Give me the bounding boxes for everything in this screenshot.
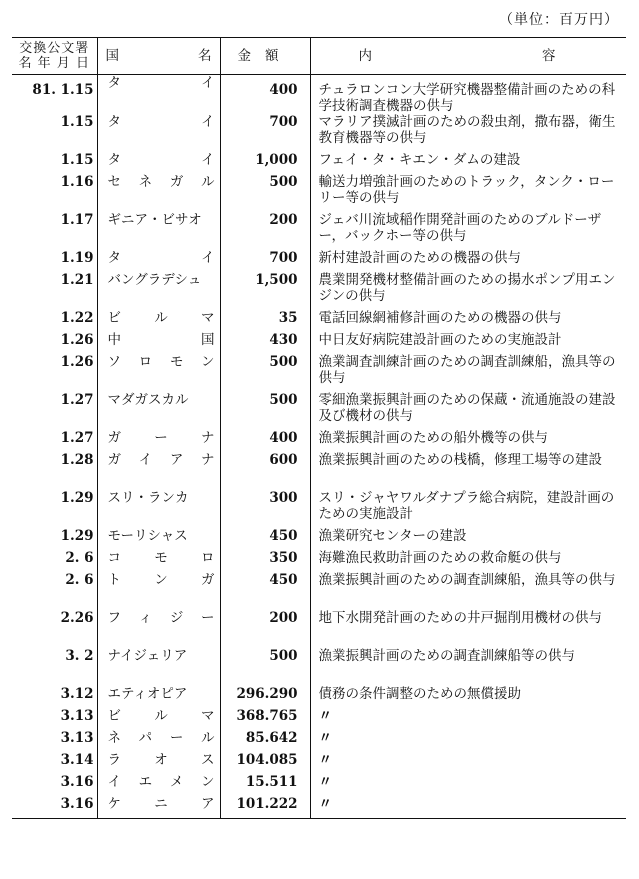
cell-country [97,752,220,774]
cell-country [97,686,220,708]
country-name: ガ イ ア ナ [107,452,215,468]
unit-label: （単位：百万円） [499,12,619,28]
table-row [12,774,626,796]
cell-description: 輸送力増強計画のためのトラック，タンク・ローリー等の供与 [318,174,615,206]
cell-description: 〃 [318,730,332,746]
cell-amount: 1,500 [220,272,310,310]
cell-description: 〃 [318,774,332,790]
cell-country [97,354,220,392]
cell-date: 81. 1.15 [12,75,97,115]
cell-description: チュラロンコン大学研究機器整備計画のための科学技術調査機器の供与 [318,82,616,114]
country-name: ソ ロ モ ン [107,354,215,370]
cell-date: 2. 6 [12,550,97,572]
cell-amount: 500 [220,392,310,430]
country-name: ビ ル マ [107,310,215,326]
header-desc-left: 内 [358,48,372,64]
cell-description: 農業開発機材整備計画のための揚水ポンプ用エンジンの供与 [318,272,616,304]
cell-amount: 450 [220,572,310,610]
cell-country [97,152,220,174]
cell-amount: 450 [220,528,310,550]
cell-amount: 500 [220,648,310,686]
cell-date: 1.22 [12,310,97,332]
cell-amount: 101.222 [220,796,310,818]
table-row [12,796,626,818]
header-desc-right: 容 [542,48,556,64]
country-name: イ エ メ ン [107,774,215,790]
cell-amount: 350 [220,550,310,572]
table-row [12,490,626,528]
country-name: ラ オ ス [107,752,215,768]
cell-amount: 500 [220,174,310,212]
table-body [12,75,626,819]
cell-country [97,528,220,550]
cell-description: 電話回線網補修計画のための機器の供与 [318,310,562,326]
table-row [12,730,626,752]
cell-date: 2.26 [12,610,97,648]
cell-country [97,114,220,152]
cell-country [97,610,220,648]
cell-amount: 600 [220,452,310,490]
cell-amount: 300 [220,490,310,528]
country-name: ガ ー ナ [107,430,215,446]
table-row [12,212,626,250]
country-name: セ ネ ガ ル [107,174,215,190]
table-row [12,708,626,730]
cell-description: 漁業調査訓練計画のための調査訓練船，漁具等の供与 [318,354,616,386]
country-name: ケ ニ ア [107,796,215,812]
cell-date: 1.29 [12,490,97,528]
cell-country [97,796,220,818]
table-row [12,114,626,152]
cell-description: 〃 [310,796,626,818]
cell-description: フェイ・タ・キエン・ダムの建設 [318,152,521,168]
cell-description: 漁業研究センターの建設 [318,528,467,544]
cell-date: 1.26 [12,332,97,354]
table-row [12,310,626,332]
header-date-line2: 名 年 月 日 [18,56,90,71]
header-description [310,38,626,75]
cell-country [97,212,220,250]
country-name: エティオピア [107,686,188,702]
cell-date: 3.16 [12,774,97,796]
table-row [12,572,626,610]
country-name: ト ン ガ [107,572,215,588]
country-name: マダガスカル [107,392,189,408]
cell-date: 1.16 [12,174,97,212]
cell-date: 3.13 [12,730,97,752]
country-name: タ イ [107,75,215,91]
cell-country [97,730,220,752]
cell-date: 2. 6 [12,572,97,610]
cell-date: 3.14 [12,752,97,774]
cell-amount: 430 [220,332,310,354]
cell-amount: 200 [220,610,310,648]
country-name: ナイジェリア [107,648,188,664]
cell-description: スリ・ジャヤワルダナプラ総合病院，建設計画のための実施設計 [318,490,615,522]
table-row [12,354,626,392]
table-row [12,648,626,686]
country-name: ギニア・ビサオ [107,212,202,228]
country-name: スリ・ランカ [107,490,189,506]
cell-date: 3.12 [12,686,97,708]
cell-date: 1.29 [12,528,97,550]
table-row [12,528,626,550]
country-name: タ イ [107,152,215,168]
cell-country [97,774,220,796]
cell-country [97,310,220,332]
table-row [12,152,626,174]
header-exchange-date [12,38,97,75]
table-row [12,452,626,490]
cell-description: 海難漁民救助計画のための救命艇の供与 [318,550,562,566]
header-country-left: 国 [105,48,119,64]
cell-country [97,250,220,272]
cell-country [97,708,220,730]
cell-amount: 104.085 [220,752,310,774]
cell-description: 債務の条件調整のための無償援助 [318,686,521,702]
cell-amount: 296.290 [220,686,310,708]
cell-description: 漁業振興計画のための調査訓練船等の供与 [318,648,575,664]
country-name: バングラデシュ [107,272,202,288]
table-row [12,686,626,708]
cell-description: 〃 [318,708,332,724]
cell-country [97,430,220,452]
table-row [12,392,626,430]
table-row [12,174,626,212]
cell-date: 1.27 [12,430,97,452]
header-country-right: 名 [198,48,212,64]
cell-date: 1.28 [12,452,97,490]
table-row [12,752,626,774]
cell-date: 1.27 [12,392,97,430]
cell-date: 1.15 [12,152,97,174]
country-name: コ モ ロ [107,550,215,566]
table-header [12,38,626,75]
cell-date: 1.26 [12,354,97,392]
cell-amount: 368.765 [220,708,310,730]
cell-country [97,452,220,490]
cell-amount: 1,000 [220,152,310,174]
cell-country [97,648,220,686]
cell-date: 1.21 [12,272,97,310]
cell-amount: 15.511 [220,774,310,796]
cell-amount: 200 [220,212,310,250]
cell-date: 1.17 [12,212,97,250]
cell-country [97,174,220,212]
table-row [12,610,626,648]
table-row [12,550,626,572]
cell-description: マラリア撲滅計画のための殺虫剤，撒布器，衛生教育機器等の供与 [318,114,616,146]
table-row [12,75,626,115]
cell-amount: 400 [220,430,310,452]
cell-description: 中日友好病院建設計画のための実施設計 [318,332,562,348]
cell-date: 1.19 [12,250,97,272]
header-amount: 金額 [220,38,310,75]
country-name: タ イ [107,114,215,130]
cell-description: 漁業振興計画のための桟橋，修理工場等の建設 [318,452,602,468]
cell-description: 地下水開発計画のための井戸掘削用機材の供与 [318,610,602,626]
cell-country [97,490,220,528]
cell-amount: 85.642 [220,730,310,752]
cell-amount: 35 [220,310,310,332]
cell-date: 3.16 [12,796,97,818]
country-name: ビ ル マ [107,708,215,724]
cell-country [97,75,220,115]
cell-date: 3.13 [12,708,97,730]
country-name: モーリシャス [107,528,188,544]
cell-amount: 700 [220,250,310,272]
grant-aid-table [12,37,626,819]
cell-country [97,332,220,354]
cell-country [97,572,220,610]
cell-date: 3. 2 [12,648,97,686]
header-country [97,38,220,75]
cell-amount: 400 [220,75,310,115]
cell-description: ジェバ川流域稲作開発計画のためのブルドーザー，バックホー等の供与 [318,212,602,244]
cell-description: 漁業振興計画のための船外機等の供与 [318,430,548,446]
table-row [12,250,626,272]
country-name: 中 国 [107,332,215,348]
cell-description: 〃 [318,752,332,768]
cell-country [97,392,220,430]
cell-description: 漁業振興計画のための調査訓練船，漁具等の供与 [318,572,616,588]
country-name: フ ィ ジ ー [107,610,215,626]
cell-date: 1.15 [12,114,97,152]
table-row [12,430,626,452]
country-name: ネ パ ー ル [107,730,215,746]
header-date-line1: 交換公文署 [19,41,90,56]
cell-amount: 500 [220,354,310,392]
table-row [12,332,626,354]
cell-description: 零細漁業振興計画のための保蔵・流通施設の建設及び機材の供与 [318,392,616,424]
table-row [12,272,626,310]
cell-country [97,550,220,572]
country-name: タ イ [107,250,215,266]
cell-description: 新村建設計画のための機器の供与 [318,250,521,266]
cell-country [97,272,220,310]
cell-amount: 700 [220,114,310,152]
